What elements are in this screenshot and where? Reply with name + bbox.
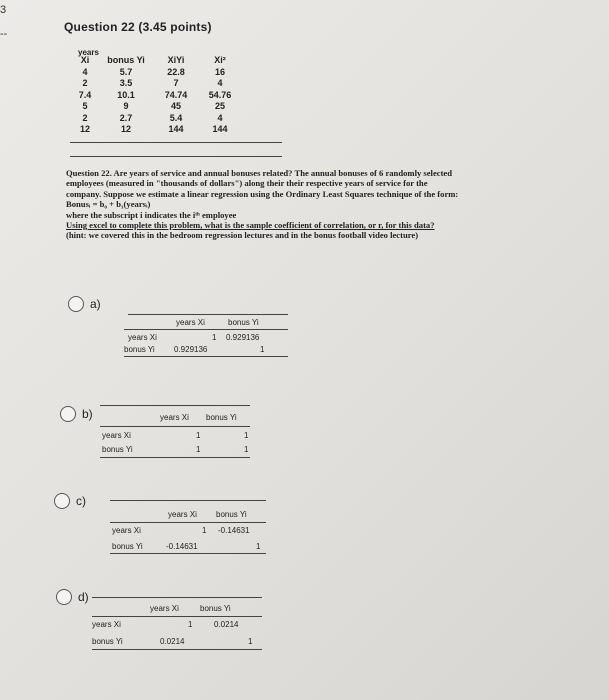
cell: 54.76 <box>208 89 232 100</box>
option-b-bottom-rule <box>100 457 250 458</box>
option-d-header-rule <box>92 616 262 617</box>
row-header: bonus Yi <box>112 542 143 551</box>
cell: 4 <box>217 78 223 88</box>
header-xi-squared: Xi² <box>214 55 226 65</box>
table-row <box>70 113 280 125</box>
table-bottom-rule <box>70 156 282 157</box>
cell: 1 <box>212 333 217 342</box>
cell: 4 <box>82 66 88 77</box>
hint-line: (hint: we covered this in the bedroom regression lectures and in the bonus football video lecture) <box>66 230 419 241</box>
cell: -0.14631 <box>218 526 250 535</box>
cell: 5 <box>82 101 88 111</box>
option-b-label: b) <box>82 407 93 421</box>
cell: 1 <box>248 637 253 646</box>
row-header: bonus Yi <box>102 445 133 454</box>
col-header: bonus Yi <box>200 604 231 613</box>
header-xiyi: XiYi <box>167 55 185 65</box>
option-b-header-rule <box>100 426 250 427</box>
col-header: bonus Yi <box>206 413 237 422</box>
cell: 1 <box>202 526 207 535</box>
option-a[interactable] <box>68 296 101 312</box>
cell: 1 <box>244 445 249 454</box>
col-header: years Xi <box>176 318 205 327</box>
option-d-bottom-rule <box>92 649 262 650</box>
cell: 16 <box>214 66 225 77</box>
cell: 9 <box>123 101 129 111</box>
option-a-top-rule <box>128 314 288 315</box>
question-line: company. Suppose we estimate a linear regression using the Ordinary Least Squares technique of the form: <box>66 188 459 199</box>
cell: 7.4 <box>78 89 92 100</box>
option-d-label: d) <box>78 590 89 604</box>
cell: 25 <box>214 101 225 111</box>
option-d-top-rule <box>92 597 262 598</box>
cell: 12 <box>79 124 90 134</box>
option-c[interactable] <box>54 493 86 509</box>
question-line: where the subscript i indicates the iᵗʰ employee <box>66 209 237 220</box>
cell: 5.7 <box>119 66 133 77</box>
option-b-radio[interactable] <box>60 406 76 422</box>
data-table-header <box>70 55 280 67</box>
option-d-radio[interactable] <box>56 589 72 605</box>
cell: 2 <box>82 112 88 123</box>
cell: 22.8 <box>167 66 185 77</box>
cell: 12 <box>120 124 131 134</box>
option-a-label: a) <box>90 297 101 311</box>
edge-mark-top: 3 <box>0 4 7 16</box>
cell: 0.0214 <box>160 637 185 646</box>
cell: 5.4 <box>169 112 183 123</box>
totals-divider <box>70 142 282 143</box>
question-prompt: Using excel to complete this problem, what is the sample coefficient of correlation, or r, for this data? <box>66 220 435 231</box>
cell: -0.14631 <box>166 542 198 551</box>
cell: 1 <box>196 431 201 440</box>
option-a-bottom-rule <box>124 356 288 357</box>
cell: 74.74 <box>164 89 188 100</box>
option-b-top-rule <box>100 405 250 406</box>
row-header: years Xi <box>92 620 121 629</box>
cell: 0.929136 <box>174 345 208 354</box>
header-bonus: bonus Yi <box>107 55 145 65</box>
cell: 1 <box>256 542 261 551</box>
option-a-radio[interactable] <box>68 296 84 312</box>
cell: 7 <box>173 78 179 88</box>
header-xi: Xi <box>80 55 90 65</box>
cell: 144 <box>168 124 184 134</box>
row-header: years Xi <box>128 333 157 342</box>
question-line: employees (measured in "thousands of dollars") along their their respective years of service for the <box>66 178 428 189</box>
option-c-bottom-rule <box>110 553 266 554</box>
option-c-top-rule <box>110 500 266 501</box>
option-b[interactable] <box>60 406 93 422</box>
cell: 144 <box>212 124 228 134</box>
edge-mark-mid: -- <box>0 28 8 40</box>
col-header: years Xi <box>168 510 197 519</box>
cell: 45 <box>170 101 181 111</box>
question-title: Question 22 (3.45 points) <box>64 20 212 34</box>
question-line: Question 22. Are years of service and annual bonuses related? The annual bonuses of 6 randomly selected <box>66 168 453 178</box>
table-row-totals <box>70 124 280 136</box>
row-header: bonus Yi <box>92 637 123 646</box>
row-header: years Xi <box>102 431 131 440</box>
col-header: years Xi <box>150 604 179 613</box>
cell: 0.929136 <box>226 333 260 342</box>
option-c-radio[interactable] <box>54 493 70 509</box>
table-row <box>70 101 280 113</box>
cell: 1 <box>196 445 201 454</box>
cell: 4 <box>217 112 223 123</box>
table-row <box>70 90 280 102</box>
option-c-label: c) <box>76 494 86 508</box>
cell: 0.0214 <box>214 620 239 629</box>
question-text <box>66 168 566 241</box>
formula-line: Bonusᵢ = b₀ + b₁(yearsᵢ) <box>66 199 151 210</box>
row-header: years Xi <box>112 526 141 535</box>
cell: 3.5 <box>119 78 133 88</box>
col-header: bonus Yi <box>216 510 247 519</box>
cell: 10.1 <box>117 89 135 100</box>
col-header: bonus Yi <box>228 318 259 327</box>
cell: 1 <box>244 431 249 440</box>
table-row <box>70 67 280 79</box>
cell: 2.7 <box>119 112 133 123</box>
table-row <box>70 78 280 90</box>
years-header-label: years <box>78 48 99 57</box>
cell: 1 <box>260 345 265 354</box>
option-c-header-rule <box>110 522 266 523</box>
option-a-header-rule <box>124 329 288 330</box>
cell: 1 <box>188 620 193 629</box>
data-table <box>70 55 280 136</box>
option-d[interactable] <box>56 589 89 605</box>
row-header: bonus Yi <box>124 345 155 354</box>
col-header: years Xi <box>160 413 189 422</box>
cell: 2 <box>82 78 88 88</box>
